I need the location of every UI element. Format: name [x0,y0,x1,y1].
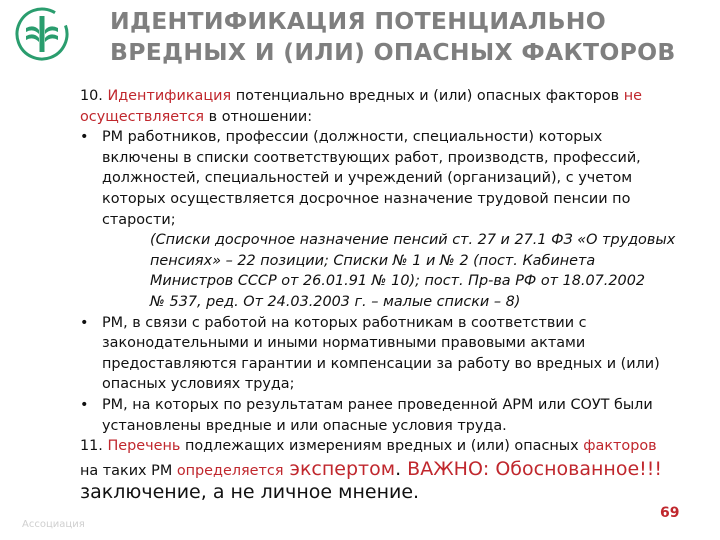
bullet-2 [80,313,700,395]
bullet-1-line: старости; [102,211,176,228]
logo-icon [14,6,70,62]
note-line: Министров СССР от 26.01.91 № 10); пост. Пр-ва РФ от 18.07.2002 [150,273,646,290]
bullet-dot: • [80,314,89,331]
bullet-2-line: РМ, в связи с работой на которых работникам в соответствии с [102,314,587,331]
p10-line-2 [80,107,700,128]
p11-expert: экспертом [283,457,396,480]
bullet-2-line: опасных условиях труда; [102,376,295,393]
title-line-1: ИДЕНТИФИКАЦИЯ ПОТЕНЦИАЛЬНО [110,7,607,35]
slide-body [80,86,700,503]
p11-line-3: заключение, а не личное мнение. [80,481,420,504]
slide-title [110,6,710,68]
page-number: 69 [660,505,680,521]
p11-line-1 [80,436,700,457]
bullet-2-line: предоставляются гарантии и компенсации за работу во вредных и (или) [102,355,660,372]
p11-mid: подлежащих измерениям вредных и (или) опасных [180,438,584,455]
p10-mid: потенциально вредных и (или) опасных факторов [231,88,624,104]
p11-line-2 [80,459,700,482]
bullet-3-line: установлены вредные и или опасные условия труда. [102,417,507,434]
p11-determined: определяется [176,462,284,479]
bullet-3 [80,395,700,436]
pension-lists-note [80,230,700,312]
bullet-1 [80,127,700,230]
p10-tail: в отношении: [204,108,313,125]
p10-line-1 [80,86,700,107]
bullet-2-line: законодательными и иными нормативными правовыми актами [102,335,586,352]
bullet-1-line: включены в списки соответствующих работ, производств, профессий, [102,149,641,166]
p10-not: не [623,88,643,104]
p11-num: 11. [80,438,108,455]
p10-num: 10. [80,88,108,104]
bullet-3-line: РМ, на которых по результатам ранее проведенной АРМ или СОУТ были [102,396,653,413]
p11-dot: . [395,457,402,480]
p11-line2-start: на таких РМ [80,462,177,479]
bullet-dot: • [80,129,89,146]
note-line: пенсиях» – 22 позиции; Списки № 1 и № 2 (пост. Кабинета [150,252,596,269]
p10-identification: Идентификация [107,88,232,104]
bullet-1-line: должностей, специальностей и учреждений (организаций), с учетом [102,170,633,187]
bullet-1-line: РМ работников, профессии (должности, специальности) которых [102,129,603,146]
bullet-1-line: которых осуществляется досрочное назначение трудовой пенсии по [102,190,631,207]
note-line: № 537, ред. От 24.03.2003 г. – малые списки – 8) [150,293,521,310]
bullet-dot: • [80,396,89,413]
p11-list: Перечень [107,438,181,455]
note-line: (Списки досрочное назначение пенсий ст. 27 и 27.1 ФЗ «О трудовых [150,232,676,249]
title-line-2: ВРЕДНЫХ И (ИЛИ) ОПАСНЫХ ФАКТОРОВ [110,38,676,66]
footer-watermark: Ассоциация [22,519,85,530]
p11-important: ВАЖНО: Обоснованное!!! [401,457,662,480]
p10-carried: осуществляется [80,108,205,125]
p11-factors: факторов [583,438,657,455]
